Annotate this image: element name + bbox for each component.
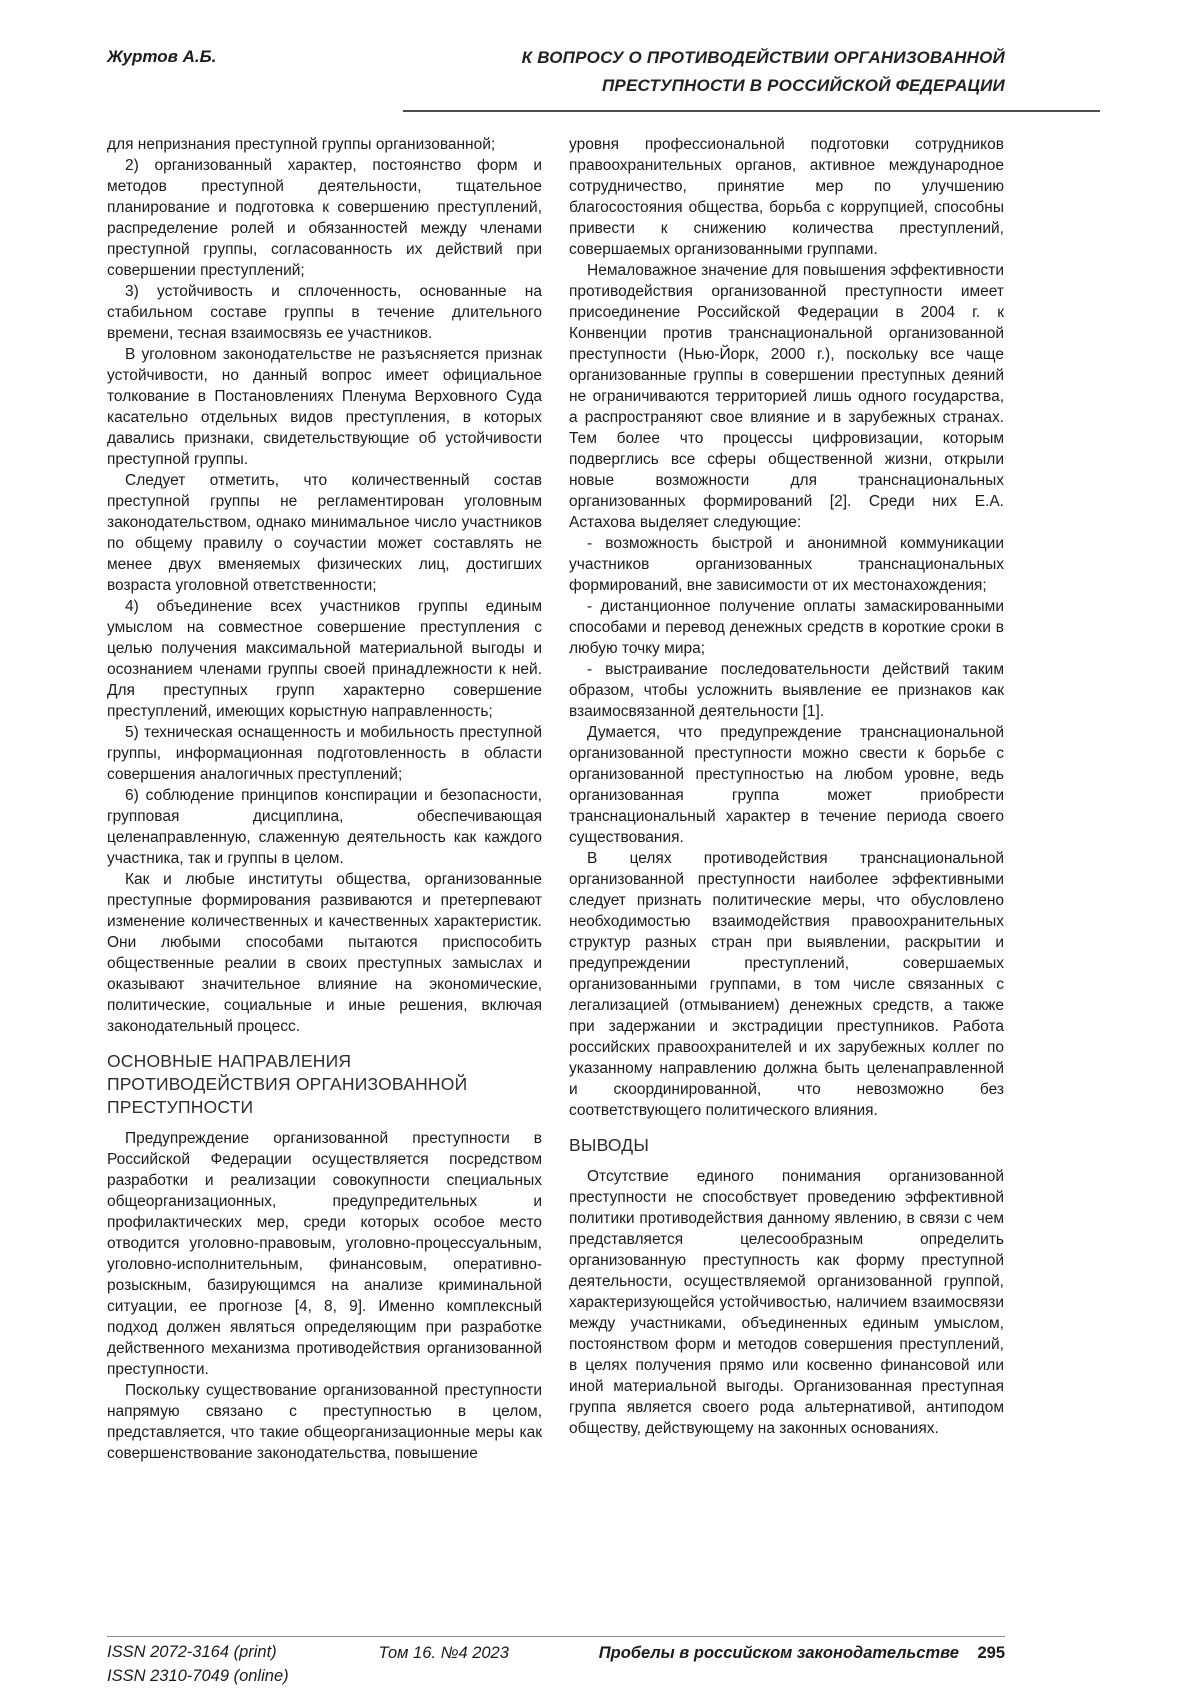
paragraph: 6) соблюдение принципов конспирации и безопасности, групповая дисциплина, обеспечивающая целенаправленную, слаженную деятельность как каждого участника, так и группы в целом. (107, 787, 542, 868)
paragraph: - выстраивание последовательности действий таким образом, чтобы усложнить выявление ее признаков как взаимосвязанной деятельности [1]. (569, 661, 1004, 721)
paragraph: В целях противодействия транснациональной организованной преступности наиболее эффективными следует признать политические меры, что обусловлено необходимостью взаимодействия правоохранительных структур разных стран при выявлении, раскрытии и предупреждении преступлений, совершаемых организованными группами, в том числе связанных с легализацией (отмыванием) денежных средств, а также при задержании и экстрадиции преступников. Работа российских правоохранителей и их зарубежных коллег по указанному направлению должна быть целенаправленной и скоординированной, что невозможно без соответствующего политического влияния. (569, 850, 1004, 1120)
page-number: 295 (977, 1643, 1005, 1662)
paragraph: Как и любые институты общества, организованные преступные формирования развиваются и претерпевают изменение количественных и качественных характеристик. Они любыми способами пытаются приспособить общественные реалии в своих преступных замыслах и оказывают значительное влияние на экономические, политические, социальные и иные решения, включая законодательный процесс. (107, 871, 542, 1036)
paragraph: 5) техническая оснащенность и мобильность преступной группы, информационная подготовленность в области совершения аналогичных преступлений; (107, 724, 542, 784)
issn-block (107, 1640, 289, 1690)
running-title: К ВОПРОСУ О ПРОТИВОДЕЙСТВИИ ОРГАНИЗОВАННОЙ ПРЕСТУПНОСТИ В РОССИЙСКОЙ ФЕДЕРАЦИИ (521, 48, 1005, 96)
footer-rule (107, 1636, 1005, 1637)
paragraph: уровня профессиональной подготовки сотрудников правоохранительных органов, активное международное сотрудничество, принятие мер по улучшению благосостояния общества, борьба с коррупцией, способны привести к снижению количества преступлений, совершаемых организованными группами. (569, 136, 1004, 259)
right-column (569, 134, 1004, 1464)
paragraph: - дистанционное получение оплаты замаскированными способами и перевод денежных средств в короткие сроки в любую точку мира; (569, 598, 1004, 658)
paragraph: - возможность быстрой и анонимной коммуникации участников организованных транснациональных формирований, вне зависимости от их местонахождения; (569, 535, 1004, 595)
paragraph: Думается, что предупреждение транснациональной организованной преступности можно свести к борьбе с организованной преступностью на любом уровне, ведь организованная группа может приобрести транснациональный характер в течение периода своего существования. (569, 724, 1004, 847)
page-header (107, 44, 1005, 100)
volume-info: Том 16. №4 2023 (378, 1643, 509, 1662)
paragraph: для непризнания преступной группы организованной; (107, 136, 496, 154)
paragraph: Следует отметить, что количественный состав преступной группы не регламентирован уголовным законодательством, однако минимальное число участников по общему правилу о соучастии может составлять не менее двух вменяемых физических лиц, достигших возраста уголовной ответственности; (107, 472, 542, 595)
paragraph: 4) объединение всех участников группы единым умыслом на совместное совершение преступления с целью получения максимальной материальной выгоды и осознанием членами группы своей принадлежности к ней. Для преступных групп характерно совершение преступлений, имеющих корыстную направленность; (107, 598, 542, 721)
page-footer (107, 1640, 1005, 1690)
issn-online: ISSN 2310-7049 (online) (107, 1667, 289, 1686)
paragraph: Отсутствие единого понимания организованной преступности не способствует проведению эффективной политики противодействия данному явлению, в связи с чем представляется целесообразным определить организованную преступность как форму преступной деятельности, осуществляемой организованной группой, характеризующейся устойчивостью, наличием взаимосвязи между участниками, объединенных единым умыслом, постоянством форм и методов совершения преступлений, в целях получения прямо или косвенно финансовой или иной материальной выгоды. Организованная преступная группа является своего рода альтернативой, антиподом обществу, действующему на законных основаниях. (569, 1168, 1004, 1438)
paragraph: Немаловажное значение для повышения эффективности противодействия организованной преступности имеет присоединение Российской Федерации в 2004 г. к Конвенции против транснациональной организованной преступности (Нью-Йорк, 2000 г.), поскольку все чаще организованные группы в совершении преступных деяний не ограничиваются территорией лишь одного государства, а распространяют свое влияние и в зарубежных странах. Тем более что процессы цифровизации, которым подверглись все сферы общественной жизни, открыли новые возможности для транснациональных организованных формирований [2]. Среди них Е.А. Астахова выделяет следующие: (569, 262, 1004, 532)
paragraph: 2) организованный характер, постоянство форм и методов преступной деятельности, тщательное планирование и подготовка к совершению преступлений, распределение ролей и обязанностей между членами преступной группы, согласованность их действий при совершении преступлений; (107, 157, 542, 280)
article-body (107, 134, 1005, 1464)
paragraph: Предупреждение организованной преступности в Российской Федерации осуществляется посредством разработки и реализации совокупности специальных общеорганизационных, предупредительных и профилактических мер, среди которых особое место отводится уголовно-правовым, уголовно-процессуальным, уголовно-исполнительным, финансовым, оперативно-розыскным, базирующимся на анализе криминальной ситуации, ее прогнозе [4, 8, 9]. Именно комплексный подход должен являться определяющим при разработке действенного механизма противодействия организованной преступности. (107, 1130, 542, 1379)
paragraph: Поскольку существование организованной преступности напрямую связано с преступностью в целом, представляется, что такие общеорганизационные меры как совершенствование законодательства, повышение (107, 1382, 542, 1463)
issn-print: ISSN 2072-3164 (print) (107, 1642, 277, 1661)
section-heading: ОСНОВНЫЕ НАПРАВЛЕНИЯ ПРОТИВОДЕЙСТВИЯ ОРГАНИЗОВАННОЙ ПРЕСТУПНОСТИ (107, 1051, 468, 1118)
paragraph: 3) устойчивость и сплоченность, основанные на стабильном составе группы в течение длительного времени, тесная взаимосвязь ее участников. (107, 283, 542, 343)
header-rule (403, 110, 1100, 112)
journal-block (599, 1640, 1005, 1666)
author-name: Журтов А.Б. (107, 47, 217, 66)
section-heading: ВЫВОДЫ (569, 1135, 650, 1156)
left-column (107, 134, 542, 1464)
paragraph: В уголовном законодательстве не разъясняется признак устойчивости, но данный вопрос имеет официальное толкование в Постановлениях Пленума Верховного Суда касательно отдельных видов преступления, в которых давались признаки, свидетельствующие об устойчивости преступной группы. (107, 346, 542, 469)
journal-title: Пробелы в российском законодательстве (598, 1643, 959, 1662)
